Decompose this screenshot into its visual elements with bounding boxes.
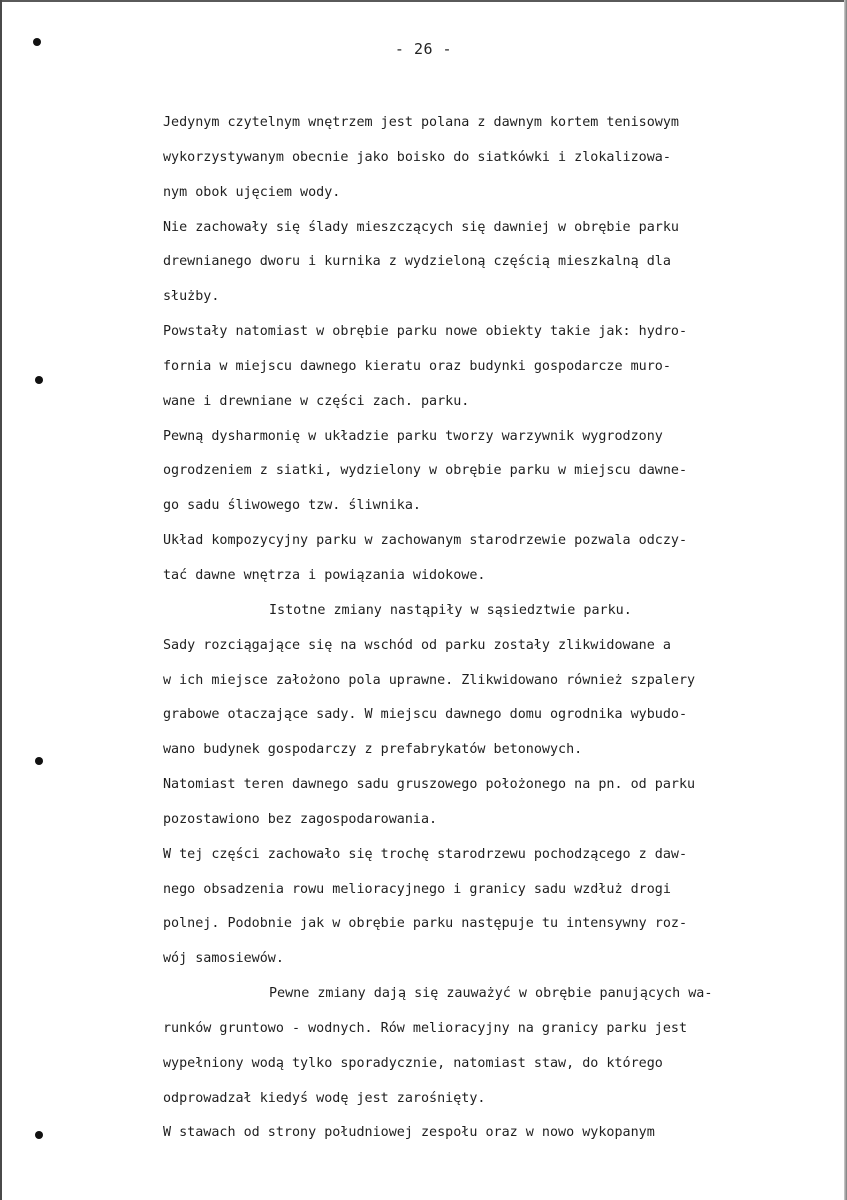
punch-hole-mark [35,376,43,384]
text-line: w ich miejsce założono pola uprawne. Zlikwidowano również szpalery [163,672,696,688]
page-edge-top [0,0,847,2]
punch-hole-mark [35,1131,43,1139]
page-number: - 26 - [394,40,453,58]
text-line: służby. [163,289,220,305]
text-line: go sadu śliwowego tzw. śliwnika. [163,498,421,514]
text-line: wypełniony wodą tylko sporadycznie, natomiast staw, do którego [163,1055,663,1071]
text-line: drewnianego dworu i kurnika z wydzieloną częścią mieszkalną dla [163,254,671,270]
text-line: Pewną dysharmonię w układzie parku tworzy warzywnik wygrodzony [163,428,663,444]
page-edge-left [0,0,2,1200]
punch-hole-mark [35,757,43,765]
text-line: Układ kompozycyjny parku w zachowanym starodrzewie pozwala odczy- [163,533,688,549]
text-line: W stawach od strony południowej zespołu oraz w nowo wykopanym [163,1125,655,1141]
text-line: fornia w miejscu dawnego kieratu oraz budynki gospodarcze muro- [163,358,671,374]
text-line: ogrodzeniem z siatki, wydzielony w obrębie parku w miejscu dawne- [163,463,688,479]
text-line: nego obsadzenia rowu melioracyjnego i granicy sadu wzdłuż drogi [163,881,671,897]
text-line: wane i drewniane w części zach. parku. [163,393,470,409]
text-line: nym obok ujęciem wody. [163,184,341,200]
text-line: wano budynek gospodarczy z prefabrykatów betonowych. [163,742,583,758]
text-line: Istotne zmiany nastąpiły w sąsiedztwie parku. [269,602,632,618]
text-line: polnej. Podobnie jak w obrębie parku następuje tu intensywny roz- [163,916,688,932]
text-line: Natomiast teren dawnego sadu gruszowego położonego na pn. od parku [163,777,696,793]
text-line: runków gruntowo - wodnych. Rów melioracyjny na granicy parku jest [163,1020,688,1036]
text-line: Powstały natomiast w obrębie parku nowe obiekty takie jak: hydro- [163,324,688,340]
text-line: W tej części zachowało się trochę starodrzewu pochodzącego z daw- [163,846,688,862]
text-line: pozostawiono bez zagospodarowania. [163,811,438,827]
text-line: Nie zachowały się ślady mieszczących się dawniej w obrębie parku [163,219,679,235]
text-line: tać dawne wnętrza i powiązania widokowe. [163,567,486,583]
text-line: grabowe otaczające sady. W miejscu dawnego domu ogrodnika wybudo- [163,707,688,723]
text-line: wój samosiewów. [163,951,284,967]
body-text [163,106,847,1151]
text-line: Pewne zmiany dają się zauważyć w obrębie panujących wa- [269,986,713,1002]
text-line: odprowadzał kiedyś wodę jest zarośnięty. [163,1090,486,1106]
text-line: Jedynym czytelnym wnętrzem jest polana z dawnym kortem tenisowym [163,115,679,130]
text-line: wykorzystywanym obecnie jako boisko do siatkówki i zlokalizowa- [163,149,671,165]
text-line: Sady rozciągające się na wschód od parku zostały zlikwidowane a [163,637,671,653]
